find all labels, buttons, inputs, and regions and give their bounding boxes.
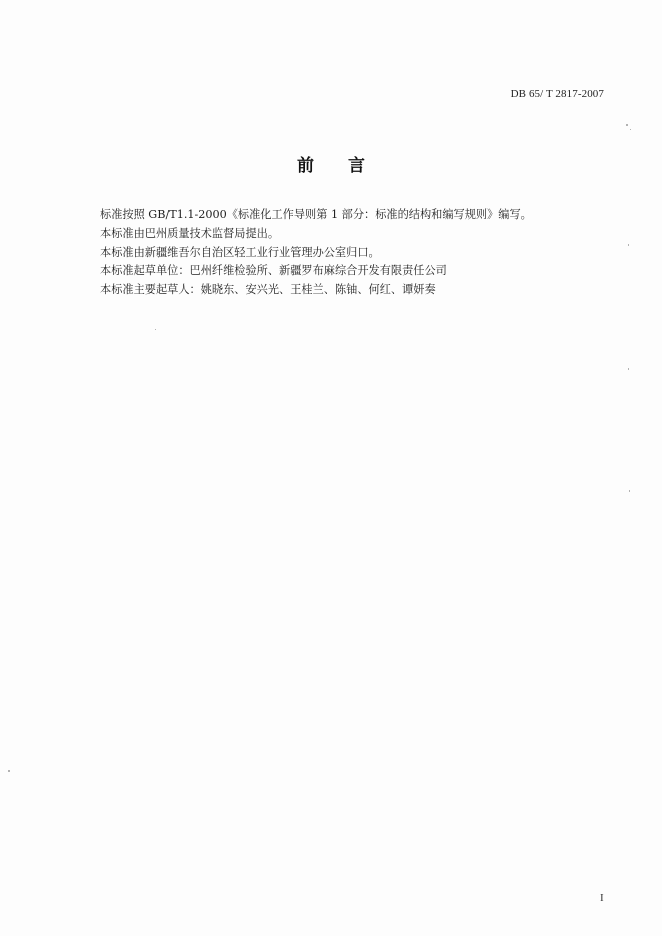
scan-speck (8, 770, 10, 772)
scan-speck (628, 244, 629, 246)
paragraph-administrator: 本标准由新疆维吾尔自治区轻工业行业管理办公室归口。 (100, 245, 380, 259)
paragraph-main-drafters: 本标准主要起草人：姚晓东、安兴光、王桂兰、陈铀、何红、谭妍奏 (100, 283, 436, 297)
page-title: 前言 (297, 156, 399, 176)
paragraph-drafting-basis: 标准按照 GB/T1.1-2000《标准化工作导则第 1 部分：标准的结构和编写规则》编写。 (100, 208, 532, 221)
scan-speck (626, 124, 628, 126)
scan-speck (630, 129, 631, 130)
page-number: I (600, 892, 604, 904)
scan-speck (628, 368, 629, 370)
paragraph-proposer: 本标准由巴州质量技术监督局提出。 (100, 226, 280, 240)
scan-speck (155, 329, 156, 330)
scan-speck (629, 490, 630, 492)
paragraph-drafting-units: 本标准起草单位：巴州纤维检验所、新疆罗布麻综合开发有限责任公司 (100, 264, 447, 278)
foreword-body (100, 206, 620, 300)
document-code: DB 65/ T 2817-2007 (510, 88, 604, 100)
